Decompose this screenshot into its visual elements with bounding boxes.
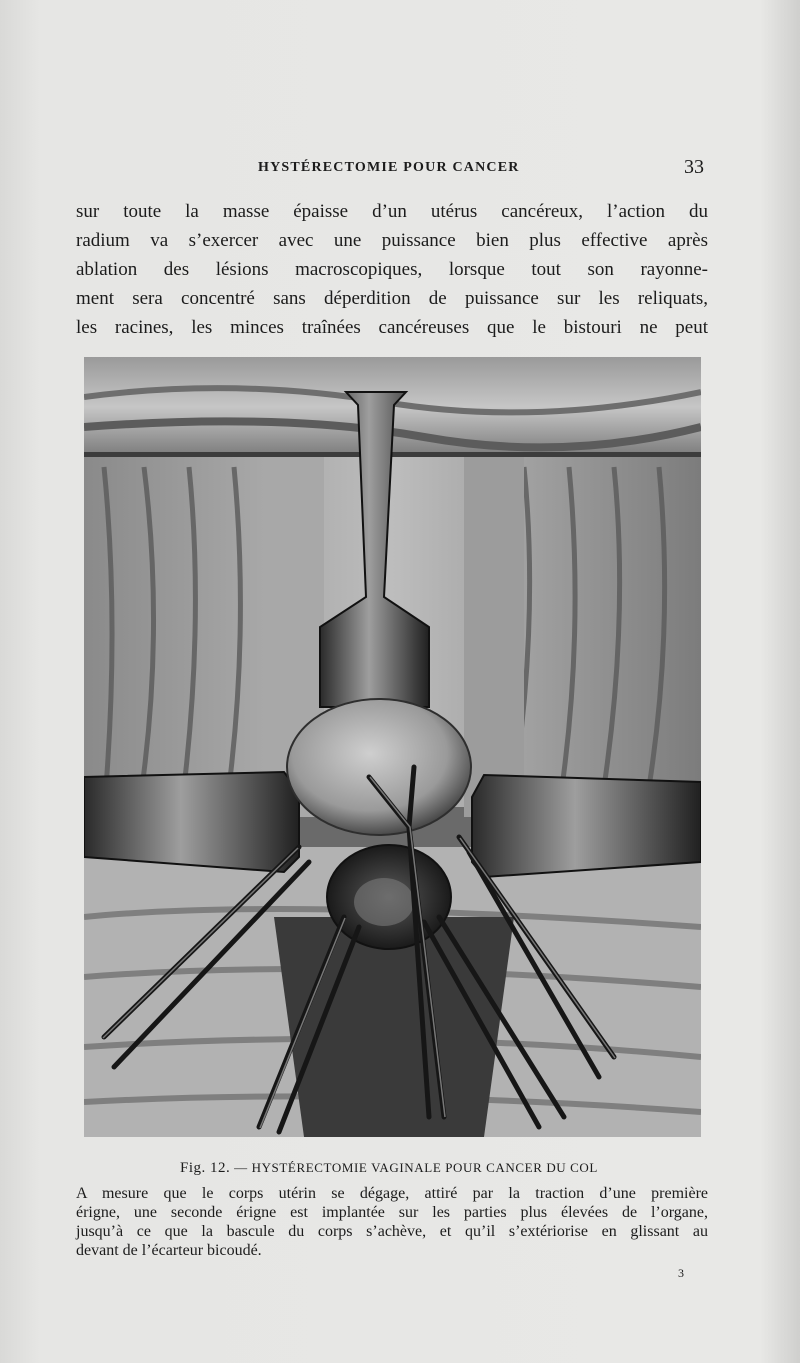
figure-caption-title	[180, 1160, 598, 1177]
page-number: 33	[684, 156, 704, 178]
body-line: les racines, les minces traînées cancéreuses que le bistouri ne peut	[76, 317, 708, 338]
caption-line: A mesure que le corps utérin se dégage, attiré par la traction d’une première	[76, 1185, 708, 1202]
body-paragraph	[76, 197, 708, 342]
body-line: radium va s’exercer avec une puissance bien plus effective après	[76, 230, 708, 251]
caption-line: devant de l’écarteur bicoudé.	[76, 1242, 262, 1259]
printer-signature: 3	[678, 1266, 684, 1280]
illustration-drawing	[84, 357, 701, 1137]
figure-caption	[76, 1184, 708, 1260]
body-line: ment sera concentré sans déperdition de puissance sur les reliquats,	[76, 288, 708, 309]
caption-line: jusqu’à ce que la bascule du corps s’achève, et qu’il s’extériorise en glissant au	[76, 1223, 708, 1240]
running-head	[0, 156, 800, 184]
running-title: HYSTÉRECTOMIE POUR CANCER	[258, 160, 520, 175]
body-line: ablation des lésions macroscopiques, lorsque tout son rayonne-	[76, 259, 708, 280]
surgical-illustration	[84, 357, 701, 1137]
figure-label: Fig. 12.	[180, 1160, 231, 1176]
caption-line: érigne, une seconde érigne est implantée sur les parties plus élevées de l’organe,	[76, 1204, 708, 1221]
body-line: sur toute la masse épaisse d’un utérus cancéreux, l’action du	[76, 201, 708, 222]
figure-title: — HYSTÉRECTOMIE VAGINALE POUR CANCER DU COL	[234, 1160, 598, 1175]
